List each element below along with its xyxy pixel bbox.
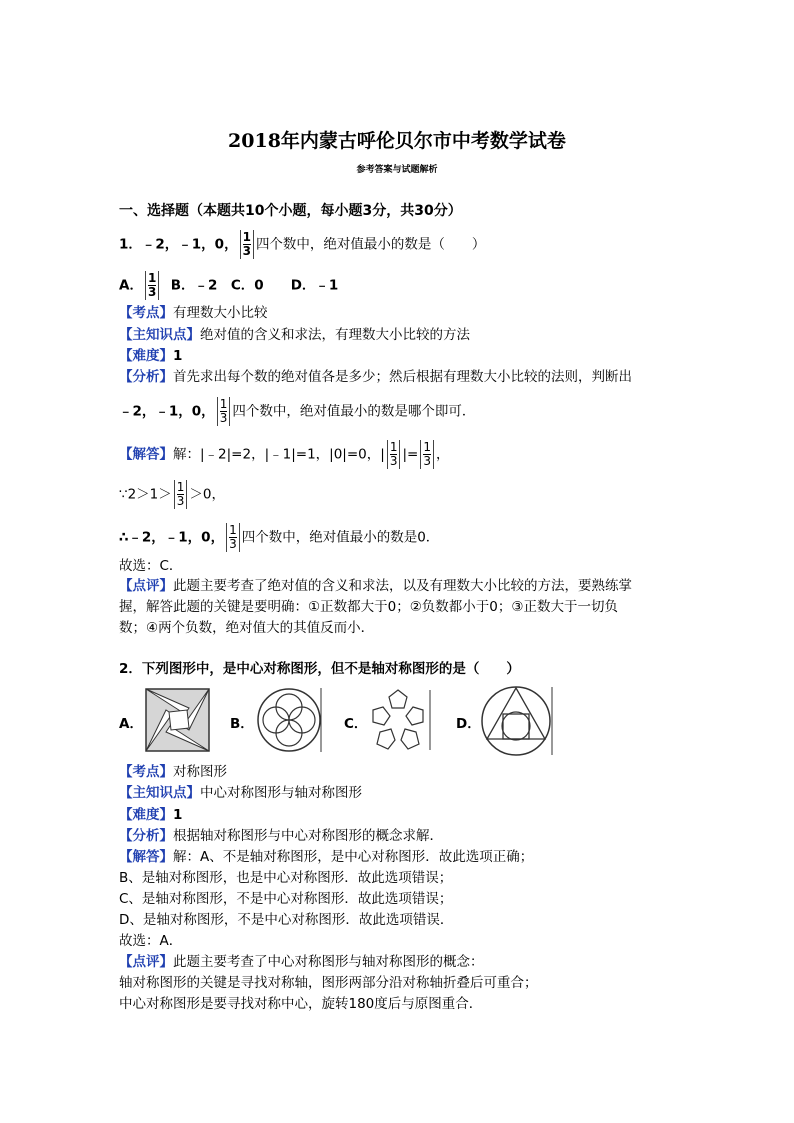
q1-stem-part2: 四个数中，绝对值最小的数是（ ）	[255, 236, 486, 253]
q1-jieda-line1: 【解答】解：|﹣2|=2，|﹣1|=1，|0|=0，| $\frac{1}{3}$ |= $\frac{1}{3}$ ，	[119, 440, 450, 468]
q1-stem	[119, 230, 485, 259]
document-title: 2018年内蒙古呼伦贝尔市中考数学试卷	[228, 130, 566, 152]
fraction-one-third: $\frac{1}{3}$	[226, 523, 240, 552]
fraction-one-third: $\frac{1}{3}$	[387, 440, 401, 469]
q2-option-a-label: A．	[119, 716, 143, 732]
q2-zhishi: 【主知识点】中心对称图形与轴对称图形	[119, 785, 362, 801]
q2-dianping-line2: 轴对称图形的关键是寻找对称轴，图形两部分沿对称轴折叠后可重合；	[119, 975, 538, 991]
q1-dianping-line1: 【点评】此题主要考查了绝对值的含义和求法，以及有理数大小比较的方法，要熟练掌	[119, 578, 632, 594]
q2-nandu: 【难度】1	[119, 807, 183, 823]
q1-answer: 故选：C．	[119, 558, 183, 574]
fraction-one-third: $\frac{1}{3}$	[240, 230, 254, 259]
q2-kaodian: 【考点】对称图形	[119, 764, 227, 780]
q2-answer: 故选：A．	[119, 933, 183, 949]
q2-figure-c-pentagons	[364, 688, 432, 752]
q1-zhishi: 【主知识点】绝对值的含义和求法，有理数大小比较的方法	[119, 327, 470, 343]
q2-figure-d-circle-triangle	[478, 683, 554, 759]
q1-dianping-line3: 数；④两个负数，绝对值大的其值反而小．	[119, 620, 375, 636]
q2-stem: 2．下列图形中，是中心对称图形，但不是轴对称图形的是（ ）	[119, 661, 520, 677]
fraction-one-third: $\frac{1}{3}$	[145, 271, 159, 300]
q2-jieda-line2: B、是轴对称图形，也是中心对称图形．故此选项错误；	[119, 870, 453, 886]
q1-options	[119, 271, 338, 300]
q2-figure-b-flower-circle	[255, 686, 323, 754]
q1-fenxi-line2: ﹣2，﹣1，0， $\frac{1}{3}$ 四个数中，绝对值最小的数是哪个即可．	[119, 397, 476, 425]
q1-kaodian: 【考点】有理数大小比较	[119, 305, 268, 321]
q1-fenxi-line1: 【分析】首先求出每个数的绝对值各是多少；然后根据有理数大小比较的法则，判断出	[119, 369, 632, 385]
q1-jieda-line3: ∴﹣2，﹣1，0， $\frac{1}{3}$ 四个数中，绝对值最小的数是0．	[119, 523, 440, 551]
q2-fenxi: 【分析】根据轴对称图形与中心对称图形的概念求解．	[119, 828, 443, 844]
section-heading: 一、选择题（本题共10个小题，每小题3分，共30分）	[119, 203, 462, 219]
q2-jieda-line3: C、是轴对称图形，不是中心对称图形．故此选项错误；	[119, 891, 453, 907]
document-subtitle: 参考答案与试题解析	[356, 165, 438, 175]
q2-option-b-label: B．	[230, 716, 254, 732]
fraction-one-third: $\frac{1}{3}$	[174, 480, 188, 509]
q1-jieda-line2: ∵2＞1＞ $\frac{1}{3}$ ＞0，	[119, 480, 226, 508]
q2-figure-a-pinwheel-square	[145, 688, 210, 752]
q2-jieda-line4: D、是轴对称图形，不是中心对称图形．故此选项错误．	[119, 912, 454, 928]
q1-option-a: A．	[119, 277, 143, 294]
q1-nandu: 【难度】1	[119, 348, 183, 364]
q2-jieda-line1: 【解答】解：A、不是轴对称图形，是中心对称图形．故此选项正确；	[119, 849, 534, 865]
q1-stem-part1: 1．﹣2，﹣1，0，	[119, 236, 238, 253]
q1-options-rest: B．﹣2 C．0 D．﹣1	[170, 277, 339, 294]
q2-dianping-line3: 中心对称图形是要寻找对称中心，旋转180度后与原图重合．	[119, 996, 483, 1012]
q2-option-d-label: D．	[456, 716, 481, 732]
q2-option-c-label: C．	[344, 716, 368, 732]
q1-dianping-line2: 握，解答此题的关键是要明确：①正数都大于0；②负数都小于0；③正数大于一切负	[119, 599, 618, 615]
q2-dianping-line1: 【点评】此题主要考查了中心对称图形与轴对称图形的概念：	[119, 954, 484, 970]
fraction-one-third: $\frac{1}{3}$	[420, 440, 434, 469]
fraction-one-third: $\frac{1}{3}$	[217, 397, 231, 426]
